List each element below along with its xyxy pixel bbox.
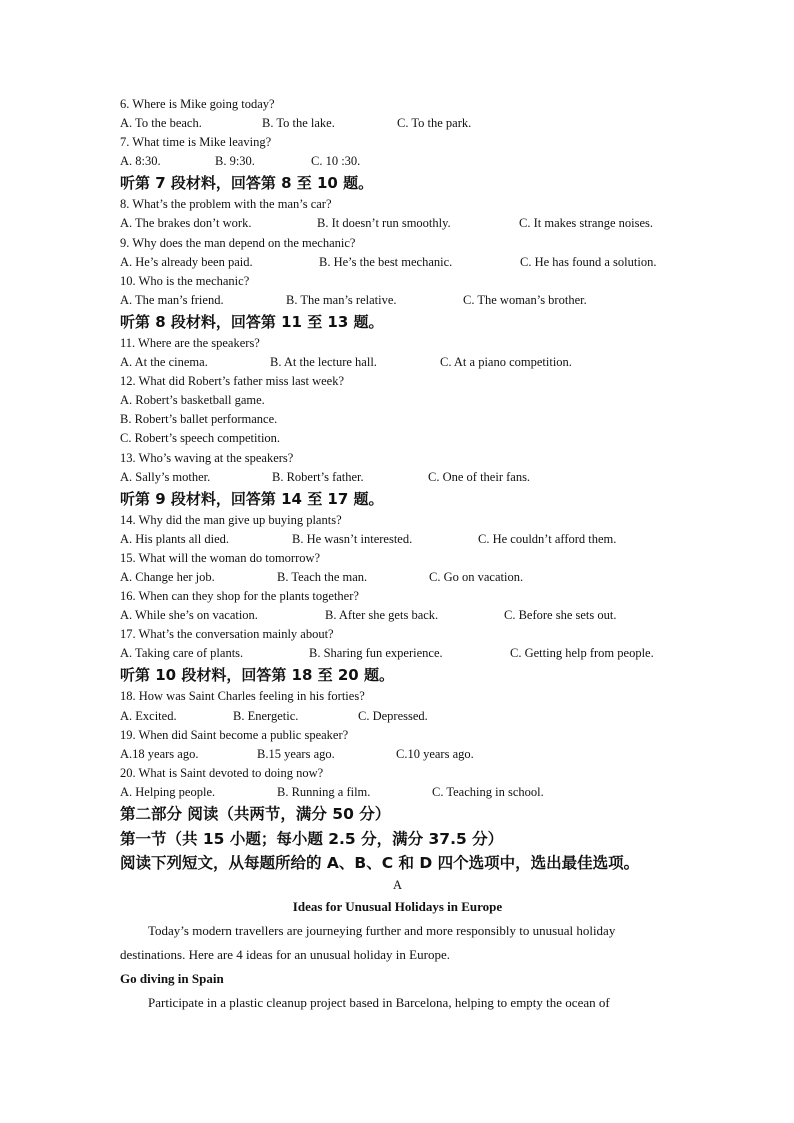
option-a: A. Robert’s basketball game. (120, 393, 265, 408)
options-14 (120, 530, 680, 549)
option-c: C. Getting help from people. (510, 646, 654, 661)
option-a: A. To the beach. (120, 116, 202, 131)
option-c: C. Robert’s speech competition. (120, 431, 281, 446)
section-heading: 第一节（共 15 小题；每小题 2.5 分，满分 37.5 分） (120, 829, 504, 848)
option-a: A. He’s already been paid. (120, 254, 253, 269)
question-6: 6. Where is Mike going today? (120, 97, 275, 111)
question-7: 7. What time is Mike leaving? (120, 135, 272, 150)
question-20: 20. What is Saint devoted to doing now? (120, 765, 324, 780)
option-c: C. One of their fans. (428, 469, 531, 484)
subheading-spain: Go diving in Spain (120, 970, 224, 986)
passage-title: Ideas for Unusual Holidays in Europe (292, 898, 503, 914)
option-a: A. Excited. (120, 708, 177, 723)
option-b: B.15 years ago. (257, 746, 335, 761)
question-13: 13. Who’s waving at the speakers? (120, 450, 294, 465)
paragraph-2: Participate in a plastic cleanup project based in Barcelona, helping to empty the ocean of (148, 994, 610, 1010)
option-c: C. 10 :30. (311, 154, 361, 169)
option-b: B. At the lecture hall. (270, 355, 377, 370)
option-c: C. At a piano competition. (440, 355, 572, 370)
section-heading-8: 听第 8 段材料，回答第 11 至 13 题。 (120, 312, 384, 331)
question-12: 12. What did Robert’s father miss last week? (120, 374, 345, 389)
exam-page (120, 95, 680, 1015)
options-10 (120, 291, 680, 310)
options-16 (120, 606, 680, 625)
option-b: B. Energetic. (233, 708, 299, 723)
option-a: A. His plants all died. (120, 531, 230, 546)
option-b: B. He’s the best mechanic. (319, 254, 453, 269)
option-c: C. Before she sets out. (504, 608, 617, 623)
option-a: A. Taking care of plants. (120, 646, 244, 661)
paragraph-1: Today’s modern travellers are journeying further and more responsibly to unusual holiday destinations. Here are 4 ideas for an unusual holiday in Europe. (120, 922, 616, 962)
option-a: A. While she’s on vacation. (120, 608, 258, 623)
question-18: 18. How was Saint Charles feeling in his forties? (120, 689, 365, 704)
option-a: A. Sally’s mother. (120, 469, 211, 484)
option-a: A.18 years ago. (120, 746, 199, 761)
passage-label: A (392, 877, 403, 892)
option-a: A. The brakes don’t work. (120, 216, 252, 231)
option-b: B. Robert’s father. (272, 469, 364, 484)
section-heading-9: 听第 9 段材料，回答第 14 至 17 题。 (120, 489, 384, 508)
options-7 (120, 152, 680, 171)
option-c: C. Go on vacation. (429, 569, 524, 584)
option-a: A. The man’s friend. (120, 292, 224, 307)
options-6 (120, 114, 680, 133)
question-8: 8. What’s the problem with the man’s car? (120, 197, 332, 212)
option-c: C. Teaching in school. (432, 784, 544, 799)
question-10: 10. Who is the mechanic? (120, 273, 250, 288)
options-19 (120, 745, 680, 764)
option-c: C. He has found a solution. (520, 254, 657, 269)
options-17 (120, 644, 680, 663)
part-heading: 第二部分 阅读（共两节，满分 50 分） (120, 805, 391, 823)
options-9 (120, 253, 680, 272)
option-c: C. He couldn’t afford them. (478, 531, 617, 546)
option-c: C. To the park. (397, 116, 472, 131)
options-8 (120, 214, 680, 233)
section-heading-10: 听第 10 段材料，回答第 18 至 20 题。 (120, 666, 394, 685)
question-11: 11. Where are the speakers? (120, 335, 260, 350)
question-15: 15. What will the woman do tomorrow? (120, 550, 321, 565)
question-9: 9. Why does the man depend on the mechanic? (120, 235, 356, 250)
options-20 (120, 783, 680, 802)
option-a: A. 8:30. (120, 154, 161, 169)
option-b: B. The man’s relative. (286, 292, 397, 307)
option-b: B. He wasn’t interested. (292, 531, 413, 546)
option-a: A. Change her job. (120, 569, 215, 584)
option-a: A. At the cinema. (120, 355, 208, 370)
option-b: B. To the lake. (262, 116, 335, 131)
option-c: C. Depressed. (358, 708, 428, 723)
option-a: A. Helping people. (120, 784, 216, 799)
option-b: B. After she gets back. (325, 608, 439, 623)
section-heading-7: 听第 7 段材料，回答第 8 至 10 题。 (120, 174, 374, 193)
option-b: B. Running a film. (277, 784, 371, 799)
options-11 (120, 353, 680, 372)
option-b: B. It doesn’t run smoothly. (317, 216, 451, 231)
question-16: 16. When can they shop for the plants together? (120, 589, 359, 604)
option-b: B. Robert’s ballet performance. (120, 412, 278, 427)
question-17: 17. What’s the conversation mainly about? (120, 627, 334, 642)
options-18 (120, 707, 680, 726)
options-15 (120, 568, 680, 587)
option-c: C.10 years ago. (396, 746, 474, 761)
options-13 (120, 468, 680, 487)
option-b: B. 9:30. (215, 154, 255, 169)
option-c: C. It makes strange noises. (519, 216, 654, 231)
option-b: B. Sharing fun experience. (309, 646, 443, 661)
question-19: 19. When did Saint become a public speaker? (120, 727, 349, 742)
instruction: 阅读下列短文，从每题所给的 A、B、C 和 D 四个选项中，选出最佳选项。 (120, 854, 640, 872)
question-14: 14. Why did the man give up buying plants? (120, 512, 342, 527)
option-b: B. Teach the man. (277, 569, 368, 584)
option-c: C. The woman’s brother. (463, 292, 587, 307)
